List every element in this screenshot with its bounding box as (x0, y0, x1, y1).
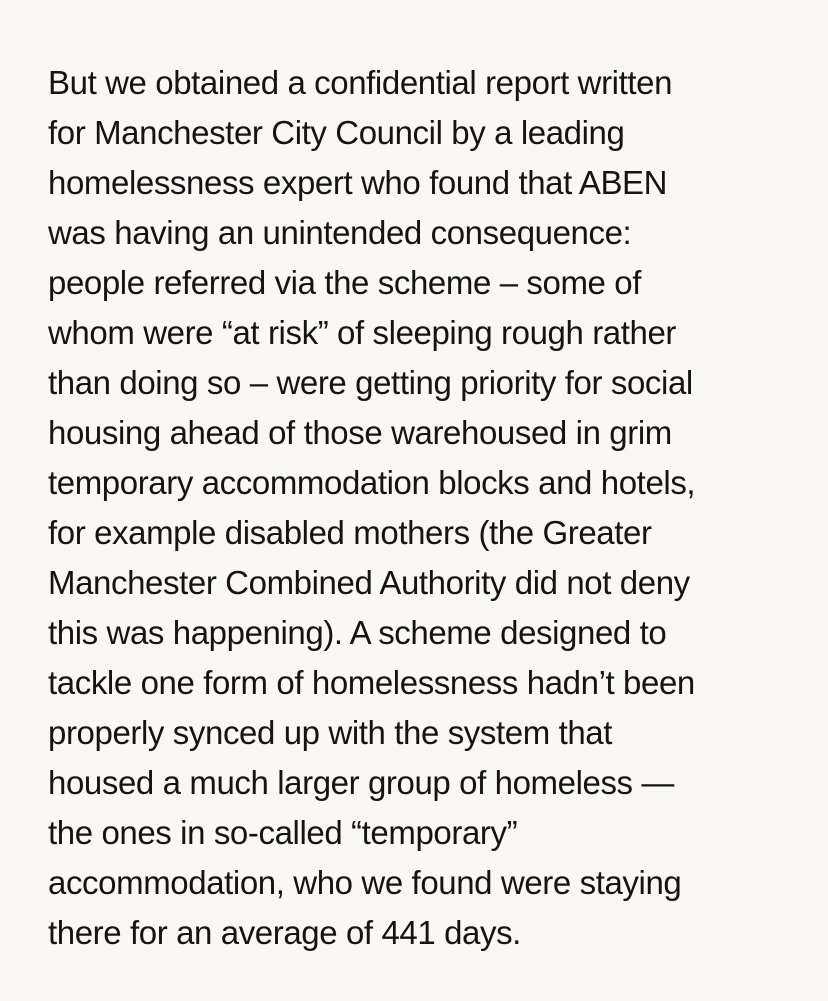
article-paragraph (48, 58, 808, 958)
paragraph-line: Manchester Combined Authority did not deny (48, 564, 690, 601)
paragraph-line: there for an average of 441 days. (48, 914, 521, 951)
paragraph-line: properly synced up with the system that (48, 714, 613, 751)
paragraph-line: But we obtained a confidential report written (48, 64, 673, 101)
paragraph-line: for Manchester City Council by a leading (48, 114, 625, 151)
paragraph-line: than doing so – were getting priority for social (48, 364, 693, 401)
paragraph-line: housing ahead of those warehoused in grim (48, 414, 672, 451)
paragraph-line: tackle one form of homelessness hadn’t been (48, 664, 695, 701)
paragraph-line: was having an unintended consequence: (48, 214, 632, 251)
paragraph-line: people referred via the scheme – some of (48, 264, 642, 301)
paragraph-line: temporary accommodation blocks and hotels, (48, 464, 696, 501)
paragraph-line: housed a much larger group of homeless — (48, 764, 675, 801)
paragraph-line: for example disabled mothers (the Greater (48, 514, 652, 551)
paragraph-line: the ones in so-called “temporary” (48, 814, 518, 851)
paragraph-line: this was happening). A scheme designed to (48, 614, 667, 651)
paragraph-line: homelessness expert who found that ABEN (48, 164, 668, 201)
paragraph-line: accommodation, who we found were staying (48, 864, 682, 901)
paragraph-line: whom were “at risk” of sleeping rough rather (48, 314, 677, 351)
